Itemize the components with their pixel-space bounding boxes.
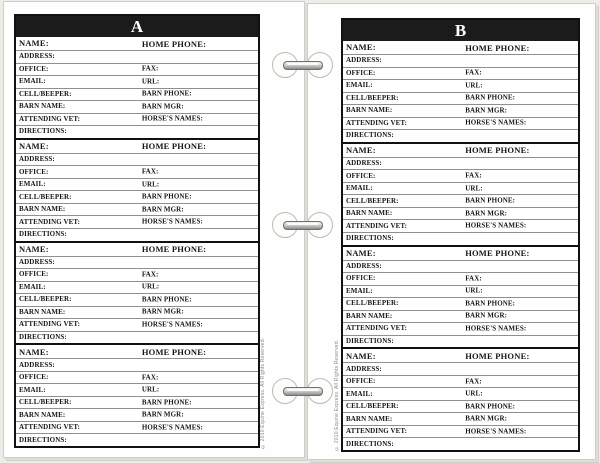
- field-label: HOME PHONE:: [141, 346, 207, 357]
- field-label: HOME PHONE:: [141, 141, 207, 152]
- field-label: BARN PHONE:: [465, 299, 516, 308]
- form-row: [16, 319, 258, 332]
- contact-block: [16, 343, 258, 446]
- field-label: BARN NAME:: [19, 307, 66, 316]
- field-label: HOME PHONE:: [141, 38, 207, 49]
- contact-block: [343, 347, 578, 450]
- form-row: [16, 140, 258, 154]
- field-label: BARN MGR:: [141, 307, 184, 316]
- field-label: NAME:: [346, 145, 376, 156]
- field-label: BARN MGR:: [465, 106, 508, 115]
- field-label: ATTENDING VET:: [346, 221, 408, 230]
- form-row: [16, 89, 258, 102]
- form-row: [16, 307, 258, 320]
- field-label: FAX:: [465, 377, 482, 386]
- form-row: [16, 37, 258, 51]
- form-row: [16, 359, 258, 372]
- copyright-text: © 2010 Equine Express. All Rights Reserved.: [334, 339, 340, 451]
- form-row: [343, 401, 578, 414]
- form-row: [16, 179, 258, 192]
- form-row: [16, 204, 258, 217]
- field-label: BARN PHONE:: [141, 89, 192, 98]
- field-label: HOME PHONE:: [465, 42, 530, 53]
- form-row: [343, 311, 578, 324]
- field-label: URL:: [141, 180, 160, 189]
- copyright-text: © 2010 Equine Express. All Rights Reserved.: [260, 337, 266, 449]
- form-row: [16, 114, 258, 127]
- contact-block: [16, 241, 258, 344]
- contact-block: [16, 37, 258, 138]
- field-label: HORSE'S NAMES:: [141, 217, 203, 226]
- field-label: BARN MGR:: [465, 209, 508, 218]
- field-label: URL:: [465, 286, 483, 295]
- form-row: [343, 170, 578, 183]
- form-row: [16, 294, 258, 307]
- contact-blocks-a: [16, 37, 258, 446]
- field-label: NAME:: [346, 350, 376, 361]
- field-label: ATTENDING VET:: [346, 427, 408, 436]
- field-label: ATTENDING VET:: [19, 423, 81, 432]
- form-row: [343, 286, 578, 299]
- form-row: [343, 349, 578, 363]
- field-label: EMAIL:: [346, 389, 373, 398]
- tab-letter-a: A: [130, 17, 144, 36]
- field-label: OFFICE:: [346, 68, 376, 77]
- field-label: HOME PHONE:: [465, 145, 530, 156]
- field-label: FAX:: [465, 171, 482, 180]
- form-row: [343, 118, 578, 131]
- form-row: [343, 220, 578, 233]
- field-label: DIRECTIONS:: [19, 332, 67, 341]
- field-label: CELL/BEEPER:: [346, 299, 399, 308]
- field-label: DIRECTIONS:: [346, 439, 394, 448]
- field-label: FAX:: [141, 373, 159, 382]
- form-row: [16, 51, 258, 64]
- field-label: URL:: [141, 282, 160, 291]
- form-row: [343, 438, 578, 450]
- field-label: BARN PHONE:: [465, 196, 516, 205]
- field-label: ATTENDING VET:: [19, 320, 81, 329]
- field-label: OFFICE:: [19, 64, 49, 73]
- field-label: HOME PHONE:: [465, 247, 530, 258]
- field-label: NAME:: [19, 38, 49, 49]
- form-row: [16, 191, 258, 204]
- form-row: [16, 409, 258, 422]
- form-row: [16, 229, 258, 241]
- field-label: BARN PHONE:: [465, 93, 516, 102]
- form-row: [343, 144, 578, 158]
- contact-blocks-b: [343, 41, 578, 450]
- form-row: [343, 195, 578, 208]
- field-label: HORSE'S NAMES:: [141, 423, 203, 432]
- field-label: CELL/BEEPER:: [19, 89, 72, 98]
- field-label: FAX:: [141, 167, 159, 176]
- form-row: [16, 345, 258, 359]
- field-label: BARN MGR:: [465, 311, 508, 320]
- field-label: CELL/BEEPER:: [19, 192, 72, 201]
- field-label: OFFICE:: [346, 171, 376, 180]
- form-row: [343, 233, 578, 245]
- form-row: [343, 247, 578, 261]
- form-row: [343, 273, 578, 286]
- form-row: [16, 243, 258, 257]
- field-label: HORSE'S NAMES:: [465, 221, 527, 230]
- field-label: ADDRESS:: [346, 56, 382, 65]
- field-label: OFFICE:: [19, 167, 49, 176]
- field-label: BARN NAME:: [19, 410, 66, 419]
- page-b: [307, 3, 596, 460]
- form-row: [343, 426, 578, 439]
- field-label: HORSE'S NAMES:: [465, 427, 527, 436]
- field-label: DIRECTIONS:: [346, 131, 394, 140]
- contact-block: [16, 138, 258, 241]
- field-label: DIRECTIONS:: [346, 234, 394, 243]
- field-label: ADDRESS:: [19, 52, 55, 61]
- contact-block: [343, 245, 578, 348]
- field-label: NAME:: [346, 42, 376, 53]
- field-label: OFFICE:: [19, 270, 49, 279]
- field-label: BARN MGR:: [141, 205, 184, 214]
- field-label: HORSE'S NAMES:: [465, 118, 527, 127]
- field-label: FAX:: [465, 68, 482, 77]
- form-row: [16, 257, 258, 270]
- field-label: BARN PHONE:: [465, 402, 516, 411]
- form-row: [343, 183, 578, 196]
- field-label: EMAIL:: [19, 180, 46, 189]
- field-label: HORSE'S NAMES:: [465, 324, 527, 333]
- tab-letter-b: B: [454, 21, 467, 40]
- contact-block: [343, 41, 578, 142]
- form-row: [343, 376, 578, 389]
- form-row: [343, 298, 578, 311]
- tab-header-a: [16, 16, 258, 37]
- field-label: BARN MGR:: [141, 102, 184, 111]
- field-label: NAME:: [346, 247, 376, 258]
- form-row: [16, 64, 258, 77]
- field-label: HOME PHONE:: [141, 243, 207, 254]
- field-label: HOME PHONE:: [465, 350, 530, 361]
- field-label: ATTENDING VET:: [19, 217, 81, 226]
- field-label: EMAIL:: [346, 286, 373, 295]
- form-row: [343, 93, 578, 106]
- field-label: CELL/BEEPER:: [346, 196, 399, 205]
- field-label: URL:: [141, 77, 160, 86]
- form-row: [343, 68, 578, 81]
- form-row: [343, 105, 578, 118]
- form-row: [343, 208, 578, 221]
- field-label: CELL/BEEPER:: [346, 93, 399, 102]
- form-row: [343, 323, 578, 336]
- form-row: [16, 434, 258, 446]
- form-row: [343, 363, 578, 376]
- page-a-form: [14, 14, 260, 448]
- field-label: FAX:: [141, 270, 159, 279]
- form-row: [16, 372, 258, 385]
- field-label: ADDRESS:: [19, 155, 55, 164]
- field-label: CELL/BEEPER:: [346, 402, 399, 411]
- field-label: BARN PHONE:: [141, 192, 192, 201]
- field-label: OFFICE:: [19, 373, 49, 382]
- field-label: ADDRESS:: [19, 257, 55, 266]
- contact-block: [343, 142, 578, 245]
- form-row: [16, 282, 258, 295]
- field-label: HORSE'S NAMES:: [141, 114, 203, 123]
- field-label: NAME:: [19, 346, 49, 357]
- field-label: BARN NAME:: [346, 311, 393, 320]
- form-row: [16, 154, 258, 167]
- form-row: [16, 397, 258, 410]
- form-row: [16, 422, 258, 435]
- field-label: EMAIL:: [19, 385, 46, 394]
- form-row: [16, 216, 258, 229]
- field-label: NAME:: [19, 243, 49, 254]
- form-row: [343, 413, 578, 426]
- field-label: OFFICE:: [346, 377, 376, 386]
- field-label: BARN NAME:: [19, 205, 66, 214]
- form-row: [343, 55, 578, 68]
- field-label: DIRECTIONS:: [19, 127, 67, 136]
- form-row: [343, 158, 578, 171]
- field-label: CELL/BEEPER:: [19, 295, 72, 304]
- form-row: [343, 388, 578, 401]
- form-row: [16, 101, 258, 114]
- field-label: BARN NAME:: [346, 106, 393, 115]
- form-row: [16, 126, 258, 138]
- field-label: FAX:: [465, 274, 482, 283]
- form-row: [343, 261, 578, 274]
- form-row: [343, 336, 578, 348]
- form-row: [16, 76, 258, 89]
- field-label: DIRECTIONS:: [19, 435, 67, 444]
- field-label: ADDRESS:: [346, 364, 382, 373]
- field-label: URL:: [465, 81, 483, 90]
- form-row: [16, 332, 258, 344]
- form-row: [343, 41, 578, 55]
- field-label: OFFICE:: [346, 274, 376, 283]
- form-row: [16, 384, 258, 397]
- field-label: ADDRESS:: [346, 159, 382, 168]
- field-label: URL:: [465, 389, 483, 398]
- field-label: ATTENDING VET:: [19, 114, 81, 123]
- field-label: ADDRESS:: [19, 360, 55, 369]
- field-label: BARN NAME:: [346, 414, 393, 423]
- field-label: URL:: [465, 184, 483, 193]
- field-label: NAME:: [19, 141, 49, 152]
- field-label: ATTENDING VET:: [346, 118, 408, 127]
- field-label: BARN NAME:: [19, 102, 66, 111]
- field-label: DIRECTIONS:: [19, 230, 67, 239]
- page-a: [3, 1, 305, 458]
- field-label: BARN MGR:: [465, 414, 508, 423]
- field-label: EMAIL:: [19, 77, 46, 86]
- field-label: BARN PHONE:: [141, 295, 192, 304]
- field-label: DIRECTIONS:: [346, 336, 394, 345]
- field-label: EMAIL:: [19, 282, 46, 291]
- field-label: EMAIL:: [346, 81, 373, 90]
- field-label: BARN NAME:: [346, 209, 393, 218]
- form-row: [343, 80, 578, 93]
- tab-header-b: [343, 20, 578, 41]
- field-label: BARN PHONE:: [141, 398, 192, 407]
- field-label: EMAIL:: [346, 184, 373, 193]
- form-row: [343, 130, 578, 142]
- field-label: URL:: [141, 385, 160, 394]
- field-label: CELL/BEEPER:: [19, 398, 72, 407]
- page-b-form: [341, 18, 580, 452]
- field-label: BARN MGR:: [141, 410, 184, 419]
- field-label: HORSE'S NAMES:: [141, 320, 203, 329]
- field-label: ATTENDING VET:: [346, 324, 408, 333]
- form-row: [16, 166, 258, 179]
- field-label: ADDRESS:: [346, 261, 382, 270]
- form-row: [16, 269, 258, 282]
- field-label: FAX:: [141, 64, 159, 73]
